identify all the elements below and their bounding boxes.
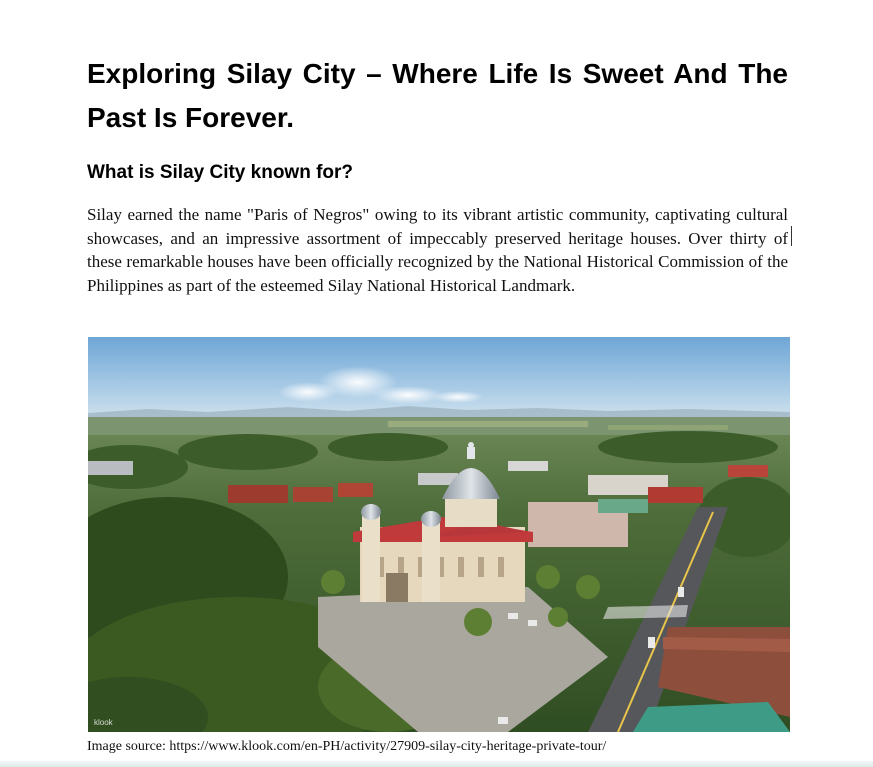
silay-city-aerial-photo bbox=[88, 337, 790, 732]
section-heading: What is Silay City known for? bbox=[87, 162, 354, 183]
page-bottom-border bbox=[0, 761, 873, 767]
article-title: Exploring Silay City – Where Life Is Sweet And The Past Is Forever. bbox=[87, 58, 788, 133]
image-caption: Image source: https://www.klook.com/en-PH/activity/27909-silay-city-heritage-private-tour/ bbox=[87, 739, 607, 754]
text-cursor bbox=[791, 226, 792, 246]
photo-watermark: klook bbox=[94, 718, 113, 727]
article-body bbox=[87, 52, 788, 297]
article-paragraph: Silay earned the name "Paris of Negros" owing to its vibrant artistic community, captivating cultural showcases, and an impressive assortment of impeccably preserved heritage houses. Over thirty of these remarkable houses have been officially recognized by the National Historical Commission of the Philippines as part of the esteemed Silay National Historical Landmark. bbox=[87, 205, 788, 295]
